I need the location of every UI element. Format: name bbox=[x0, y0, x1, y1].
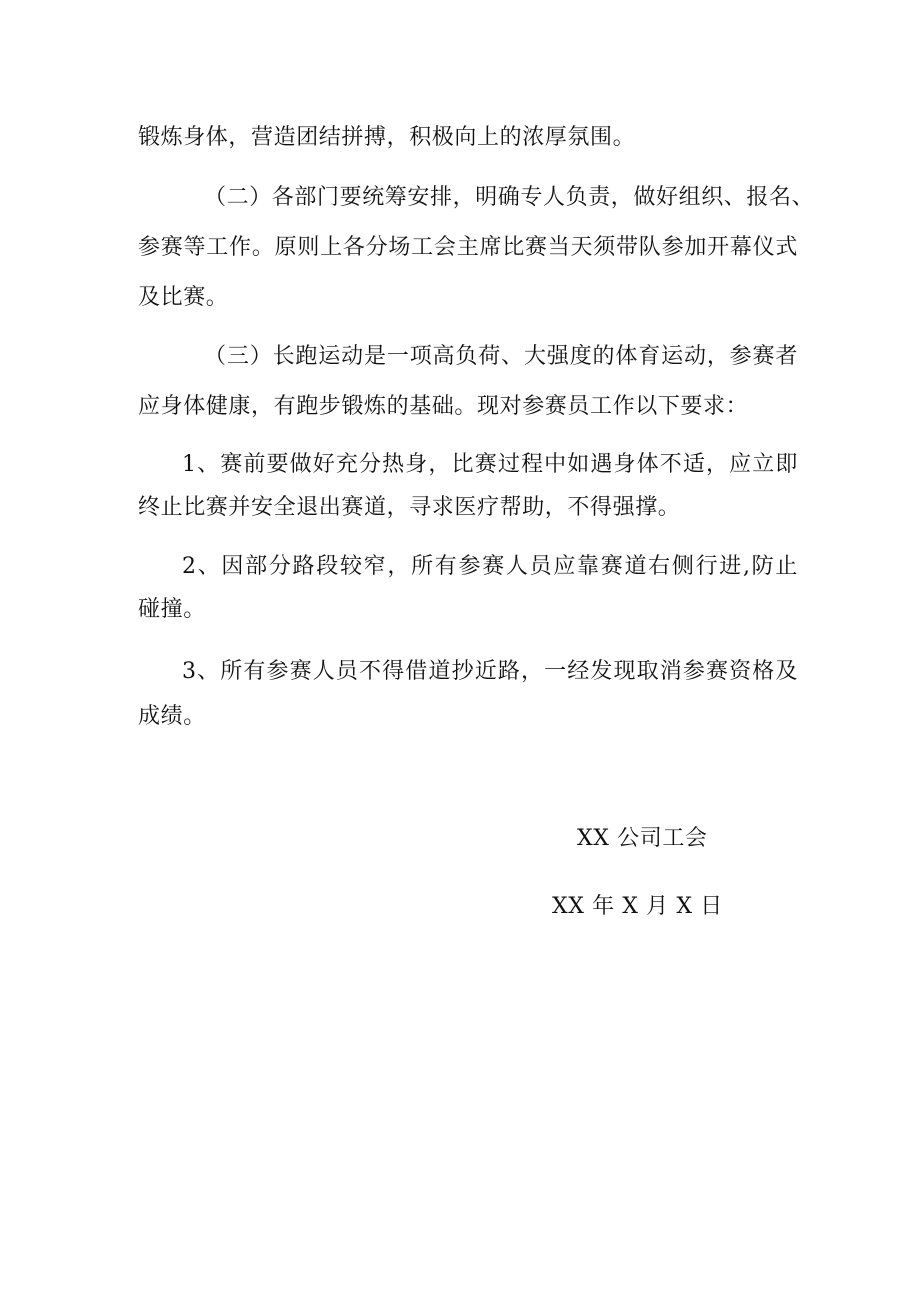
paragraph-line: 成绩。 bbox=[138, 704, 206, 729]
paragraph-line: 1、赛前要做好充分热身，比赛过程中如遇身体不适，应立即 bbox=[182, 452, 798, 477]
paragraph-line: 锻炼身体，营造团结拼搏，积极向上的浓厚氛围。 bbox=[138, 125, 636, 150]
paragraph-line: 碰撞。 bbox=[138, 597, 206, 622]
paragraph-line: （二）各部门要统筹安排，明确专人负责，做好组织、报名、 bbox=[204, 185, 815, 210]
paragraph-line: 及比赛。 bbox=[138, 285, 229, 310]
paragraph-line: 2、因部分路段较窄，所有参赛人员应靠赛道右侧行进,防止 bbox=[182, 554, 798, 579]
paragraph-line: 应身体健康，有跑步锻炼的基础。现对参赛员工作以下要求： bbox=[138, 394, 749, 419]
paragraph-line: （三）长跑运动是一项高负荷、大强度的体育运动，参赛者 bbox=[204, 344, 798, 369]
signature-organization: XX 公司工会 bbox=[577, 826, 708, 851]
signature-date: XX 年 X 月 X 日 bbox=[552, 894, 723, 919]
paragraph-line: 3、所有参赛人员不得借道抄近路，一经发现取消参赛资格及 bbox=[182, 659, 798, 684]
paragraph-line: 终止比赛并安全退出赛道，寻求医疗帮助，不得强撑。 bbox=[138, 495, 681, 520]
paragraph-line: 参赛等工作。原则上各分场工会主席比赛当天须带队参加开幕仪式 bbox=[138, 235, 798, 260]
